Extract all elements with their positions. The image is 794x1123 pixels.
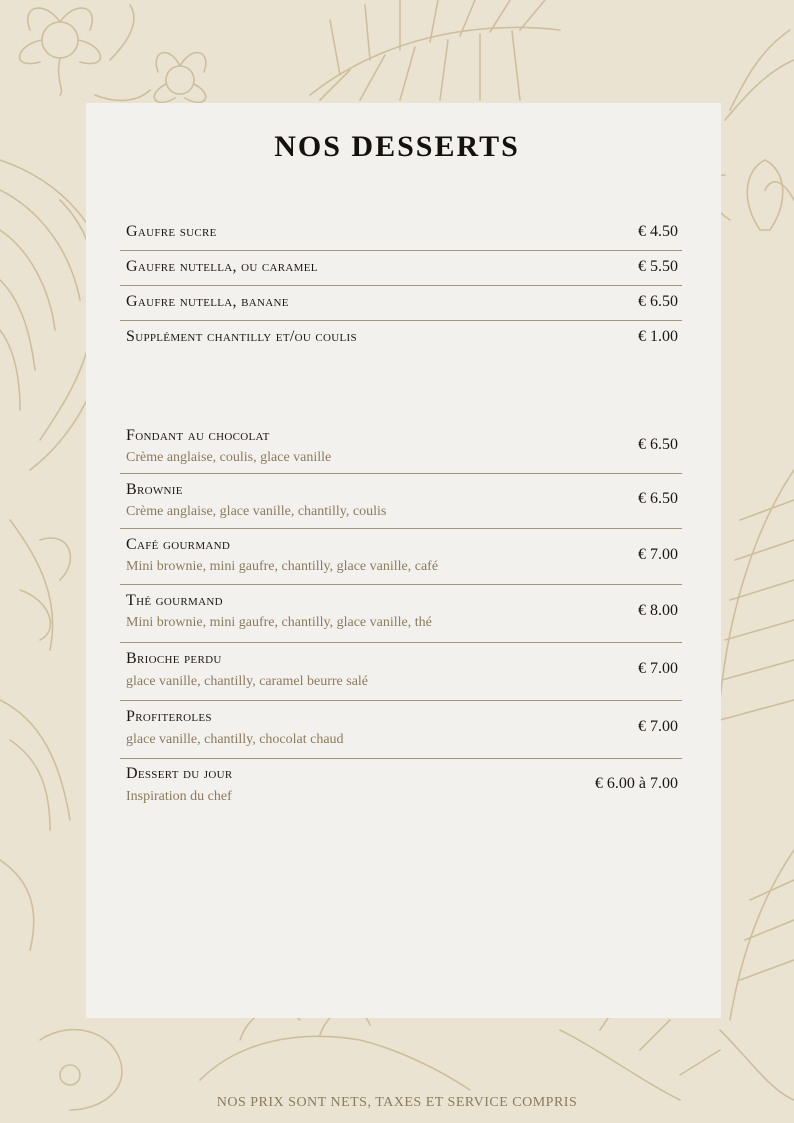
menu-item <box>120 321 682 356</box>
menu-item-name: Brownie <box>126 481 183 498</box>
menu-item-name: Gaufre nutella, ou caramel <box>126 258 318 275</box>
menu-item-name: Brioche perdu <box>126 650 222 667</box>
menu-item <box>120 286 682 321</box>
menu-item-description: Crème anglaise, glace vanille, chantilly, coulis <box>126 504 387 519</box>
menu-item-description: Crème anglaise, coulis, glace vanille <box>126 450 332 465</box>
menu-item <box>120 643 682 701</box>
menu-item-price: € 1.00 <box>638 328 678 345</box>
menu-item-name: Fondant au chocolat <box>126 427 270 444</box>
menu-item-name: Thé gourmand <box>126 592 223 609</box>
menu-item-name: Gaufre sucre <box>126 223 217 240</box>
menu-item-price: € 4.50 <box>638 223 678 240</box>
menu-item-name: Dessert du jour <box>126 765 233 782</box>
menu-item-name: Supplément chantilly et/ou coulis <box>126 328 357 345</box>
menu-item-price: € 6.50 <box>638 293 678 310</box>
menu-item-price: € 6.50 <box>638 436 678 453</box>
menu-item-name: Profiteroles <box>126 708 212 725</box>
menu-item-price: € 7.00 <box>638 546 678 563</box>
menu-item-price: € 5.50 <box>638 258 678 275</box>
menu-item-name: Gaufre nutella, banane <box>126 293 289 310</box>
menu-item-description: Inspiration du chef <box>126 789 232 804</box>
page-title: NOS DESSERTS <box>274 130 520 163</box>
menu-item-description: Mini brownie, mini gaufre, chantilly, glace vanille, café <box>126 559 439 574</box>
menu-item-price: € 6.50 <box>638 490 678 507</box>
menu-item-price: € 6.00 à 7.00 <box>594 775 678 792</box>
menu-item <box>120 474 682 529</box>
menu-item <box>120 220 682 251</box>
footer-note: NOS PRIX SONT NETS, TAXES ET SERVICE COMPRIS <box>216 1095 578 1110</box>
menu-item-description: glace vanille, chantilly, chocolat chaud <box>126 732 344 747</box>
menu-item <box>120 701 682 759</box>
menu-item-description: Mini brownie, mini gaufre, chantilly, glace vanille, thé <box>126 615 432 630</box>
menu-item-price: € 7.00 <box>638 660 678 677</box>
menu-item <box>120 251 682 286</box>
menu-item <box>120 759 682 811</box>
menu-item-price: € 8.00 <box>638 602 678 619</box>
menu-item-description: glace vanille, chantilly, caramel beurre salé <box>126 674 369 689</box>
menu-item <box>120 529 682 585</box>
menu-item <box>120 585 682 643</box>
menu-item-price: € 7.00 <box>638 718 678 735</box>
menu-item <box>120 422 682 474</box>
menu-item-name: Café gourmand <box>126 536 231 553</box>
